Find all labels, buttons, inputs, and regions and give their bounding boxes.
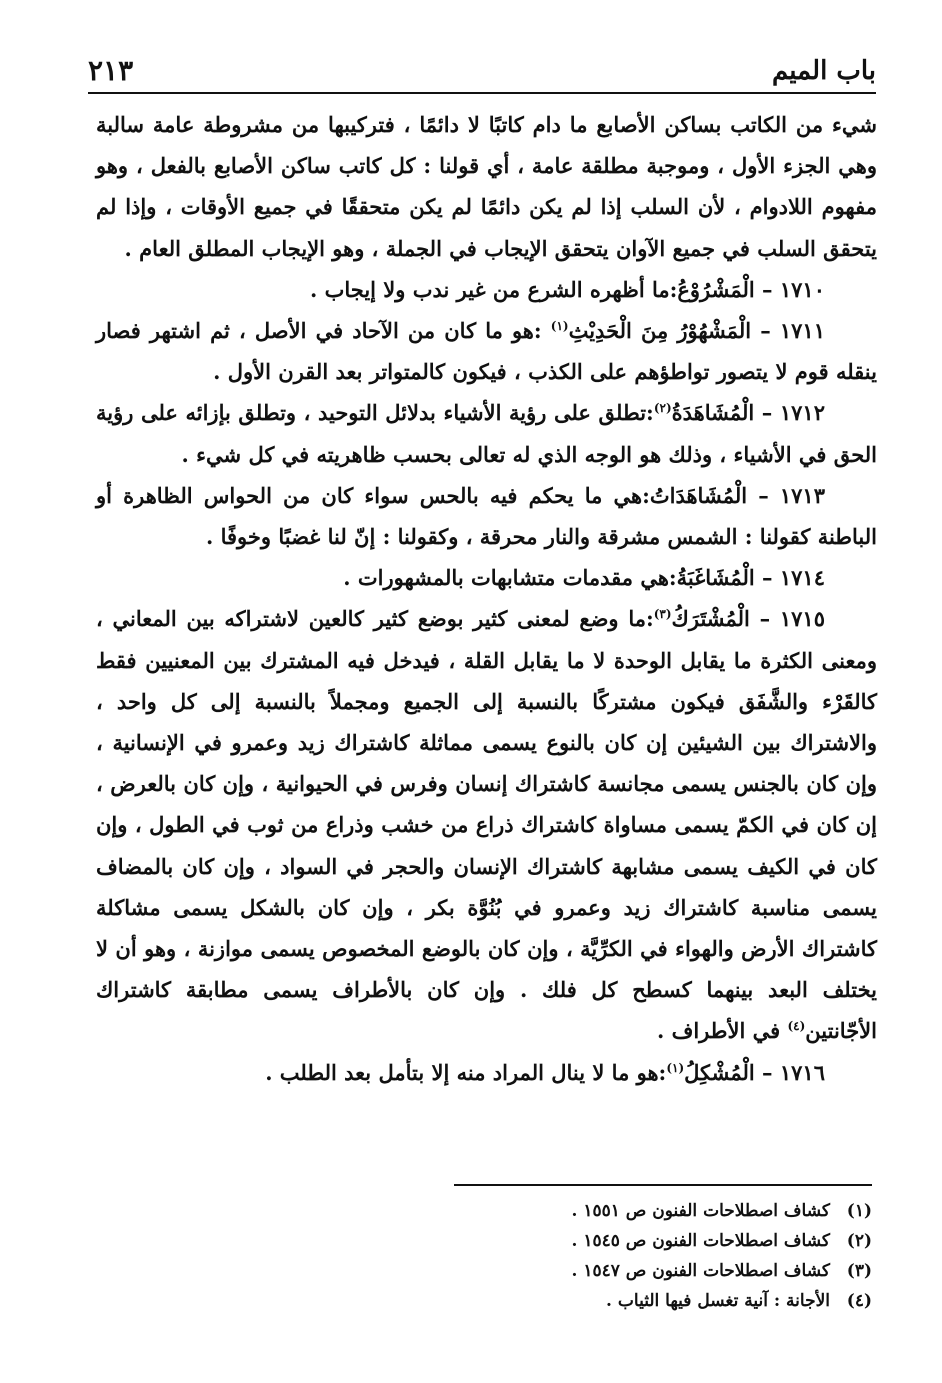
entry-1714: ١٧١٤ – الْمُشَاغَبَةُ:هي مقدمات متشابهات بالمشهورات .	[343, 565, 825, 591]
entry-number: ١٧١٠	[779, 276, 825, 302]
entry-definition-tail: في الأطراف .	[656, 1018, 788, 1044]
footnote-marker: (٣)	[653, 607, 672, 622]
main-text	[96, 104, 877, 1093]
page-number: ٢١٣	[88, 54, 134, 87]
footnote-text: كشاف اصطلاحات الفنون ص ١٥٤٥ .	[571, 1231, 830, 1251]
entry-term: الْمُشَاهَدَةُ	[671, 400, 755, 426]
entry-number: ١٧١٦	[779, 1059, 825, 1085]
footnote-number: (٣)	[846, 1261, 872, 1281]
entry-definition: :ما أظهره الشرع من غير ندب ولا إيجاب .	[309, 276, 678, 302]
entry-definition: :هي مقدمات متشابهات بالمشهورات .	[343, 565, 677, 591]
entry-1710: ١٧١٠ – الْمَشْرُوْعُ:ما أظهره الشرع من غير ندب ولا إيجاب .	[309, 276, 825, 302]
footnote-text: كشاف اصطلاحات الفنون ص ١٥٥١ .	[571, 1201, 830, 1221]
footnote-number: (٤)	[846, 1291, 872, 1311]
entry-definition: :هو ما لا ينال المراد منه إلا بتأمل بعد الطلب .	[265, 1059, 667, 1085]
entry-1711: ١٧١١ – الْمَشْهُوْرُ مِنَ الْحَدِيْثِ$^{(١)}$ :هو ما كان من الآحاد في الأصل ، ثم اشتهر فصار ينقله قوم لا يتصور تواطؤهم على الكذب ، فيكون كالمتواتر بعد القرن الأول .	[96, 318, 877, 385]
footnote-text: كشاف اصطلاحات الفنون ص ١٥٤٧ .	[571, 1261, 830, 1281]
footnote-item	[352, 1256, 872, 1286]
entry-term: الْمَشْهُوْرُ مِنَ الْحَدِيْثِ	[568, 318, 752, 344]
footnote-marker: (٢)	[653, 401, 672, 416]
footnotes	[352, 1196, 872, 1316]
entry-term: الْمُشْتَرَكُ	[671, 606, 750, 632]
entry-number: ١٧١٥	[779, 606, 825, 632]
entry-number: ١٧١٣	[779, 482, 825, 508]
entry-number: ١٧١٤	[779, 565, 825, 591]
running-header	[88, 52, 876, 94]
footnote-number: (١)	[846, 1201, 872, 1221]
footnote-marker: (١)	[666, 1060, 685, 1075]
entry-definition: :ما وضع لمعنى كثير بوضع كثير كالعين لاشتراكه بين المعاني ، ومعنى الكثرة ما يقابل الوحدة لا ما يقابل القلة ، فيدخل فيه المشترك بين المعنيين فقط كالقَرْء والشَّفَق فيكون مشتركًا بالنسبة إلى الجميع ومجملاً بالنسبة إلى كل واحد ، والاشتراك بين الشيئين إن كان بالنوع يسمى مماثلة كاشتراك زيد وعمرو في الإنسانية ، وإن كان بالجنس يسمى مجانسة كاشتراك إنسان وفرس في الحيوانية ، وإن كان بالعرض ، إن كان في الكمّ يسمى مساواة كاشتراك ذراع من خشب وذراع من ثوب في الطول ، وإن كان في الكيف يسمى مشابهة كاشتراك الإنسان والحجر في السواد ، وإن كان بالمضاف يسمى مناسبة كاشتراك زيد وعمرو في بُنُوَّة بكر ، وإن كان بالشكل يسمى مشاكلة كاشتراك الأرض والهواء في الكرِّيَّة ، وإن كان بالوضع المخصوص يسمى موازنة ، وهو أن لا يختلف البعد بينهما كسطح كل فلك . وإن كان بالأطراف يسمى مطابقة كاشتراك الأجّانتين	[96, 606, 877, 1044]
footnote-item	[352, 1286, 872, 1316]
footnote-marker: (١)	[550, 319, 569, 334]
entry-term: الْمُشَاهَدَاتُ	[649, 482, 748, 508]
footnote-divider	[454, 1184, 872, 1186]
entry-definition: :هو ما كان من الآحاد في الأصل ، ثم اشتهر فصار ينقله قوم لا يتصور تواطؤهم على الكذب ، فيكون كالمتواتر بعد القرن الأول .	[96, 318, 877, 385]
entry-1713: ١٧١٣ – الْمُشَاهَدَاتُ:هي ما يحكم فيه بالحس سواء كان من الحواس الظاهرة أو الباطنة كقولنا : الشمس مشرقة والنار محرقة ، وكقولنا : إنّ لنا غضبًا وخوفًا .	[96, 482, 877, 550]
footnote-text: الأجانة : آنية تغسل فيها الثياب .	[606, 1291, 830, 1311]
footnote-item	[352, 1226, 872, 1256]
chapter-title: باب الميم	[771, 56, 876, 86]
footnote-marker: (٤)	[787, 1019, 806, 1034]
entry-term: الْمُشْكِلُ	[684, 1059, 755, 1085]
continuation-paragraph: شيء من الكاتب بساكن الأصابع ما دام كاتبًا لا دائمًا ، فتركيبها من مشروطة عامة سالبة وهي الجزء الأول ، وموجبة مطلقة عامة ، أي قولنا : كل كاتب ساكن الأصابع بالفعل ، وهو مفهوم اللادوام ، لأن السلب إذا لم يكن دائمًا لم يكن متحققًا في جميع الأوقات ، وإذا لم يتحقق السلب في جميع الآوان يتحقق الإيجاب في الجملة ، وهو الإيجاب المطلق العام .	[96, 112, 877, 261]
entry-term: الْمَشْرُوْعُ	[677, 276, 755, 302]
entry-definition: :تطلق على رؤية الأشياء بدلائل التوحيد ، وتطلق بإزائه على رؤية الحق في الأشياء ، وذلك هو الوجه الذي له تعالى بحسب ظاهريته في كل شيء .	[96, 400, 877, 467]
entry-number: ١٧١٢	[779, 400, 825, 426]
entry-1712: ١٧١٢ – الْمُشَاهَدَةُ$^{(٢)}$:تطلق على رؤية الأشياء بدلائل التوحيد ، وتطلق بإزائه على رؤية الحق في الأشياء ، وذلك هو الوجه الذي له تعالى بحسب ظاهريته في كل شيء .	[96, 400, 877, 467]
footnote-number: (٢)	[846, 1231, 872, 1251]
entry-definition: :هي ما يحكم فيه بالحس سواء كان من الحواس الظاهرة أو الباطنة كقولنا : الشمس مشرقة والنار محرقة ، وكقولنا : إنّ لنا غضبًا وخوفًا .	[96, 482, 877, 550]
entry-1716: ١٧١٦ – الْمُشْكِلُ$^{(١)}$:هو ما لا ينال المراد منه إلا بتأمل بعد الطلب .	[265, 1059, 825, 1085]
entry-term: الْمُشَاغَبَةُ	[676, 565, 755, 591]
footnote-item	[352, 1196, 872, 1226]
entry-number: ١٧١١	[779, 318, 825, 344]
entry-1715: ١٧١٥ – الْمُشْتَرَكُ$^{(٣)}$:ما وضع لمعنى كثير بوضع كثير كالعين لاشتراكه بين المعاني ، ومعنى الكثرة ما يقابل الوحدة لا ما يقابل القلة ، فيدخل فيه المشترك بين المعنيين فقط كالقَرْء والشَّفَق فيكون مشتركًا بالنسبة إلى الجميع ومجملاً بالنسبة إلى كل واحد ، والاشتراك بين الشيئين إن كان بالنوع يسمى مماثلة كاشتراك زيد وعمرو في الإنسانية ، وإن كان بالجنس يسمى مجانسة كاشتراك إنسان وفرس في الحيوانية ، وإن كان بالعرض ، إن كان في الكمّ يسمى مساواة كاشتراك ذراع من خشب وذراع من ثوب في الطول ، وإن كان في الكيف يسمى مشابهة كاشتراك الإنسان والحجر في السواد ، وإن كان بالمضاف يسمى مناسبة كاشتراك زيد وعمرو في بُنُوَّة بكر ، وإن كان بالشكل يسمى مشاكلة كاشتراك الأرض والهواء في الكرِّيَّة ، وإن كان بالوضع المخصوص يسمى موازنة ، وهو أن لا يختلف البعد بينهما كسطح كل فلك . وإن كان بالأطراف يسمى مطابقة كاشتراك الأجّانتين$^{(٤)}$ في الأطراف .	[96, 606, 877, 1044]
